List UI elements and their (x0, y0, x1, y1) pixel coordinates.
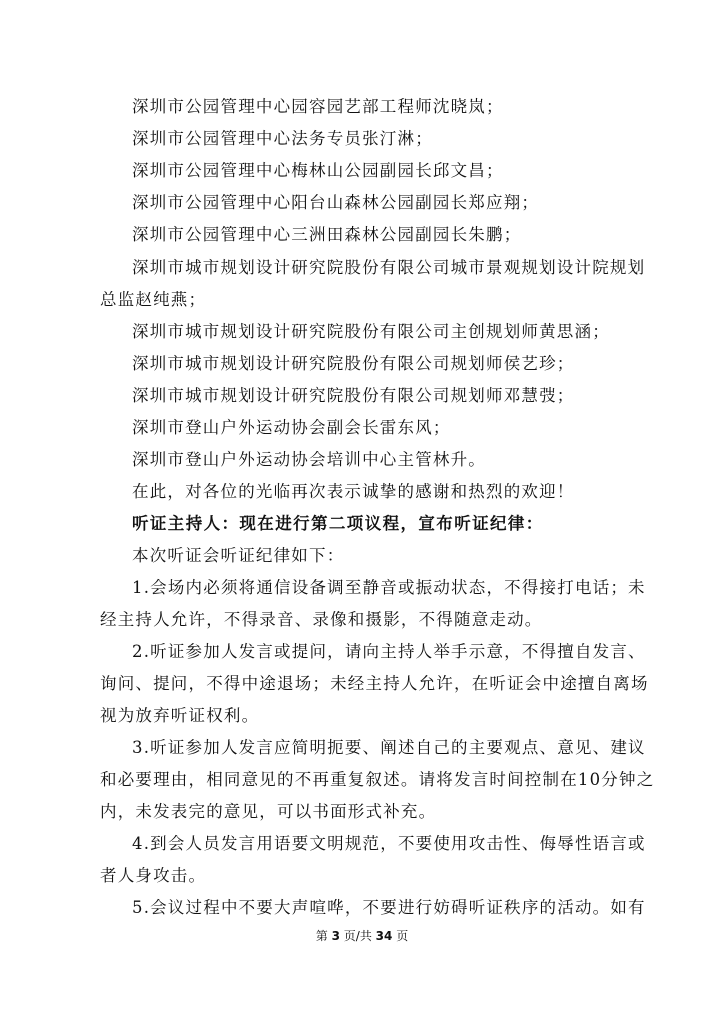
paragraph-line: 深圳市公园管理中心梅林山公园副园长邱文昌； (132, 161, 504, 180)
paragraph-line: 深圳市公园管理中心三洲田森林公园副园长朱鹏； (132, 225, 522, 244)
paragraph-line: 深圳市公园管理中心园容园艺部工程师沈晓岚； (132, 97, 504, 116)
page-footer (0, 928, 724, 944)
paragraph-line: 和必要理由，相同意见的不再重复叙述。请将发言时间控制在10分钟之 (100, 770, 655, 789)
paragraph-line: 内，未发表完的意见，可以书面形式补充。 (100, 802, 437, 821)
paragraph-line: 深圳市公园管理中心法务专员张汀淋； (132, 129, 433, 148)
paragraph-line: 者人身攻击。 (100, 866, 207, 885)
paragraph-line: 本次听证会听证纪律如下： (132, 546, 345, 565)
page-number: 3 (331, 929, 340, 943)
paragraph-line: 深圳市登山户外运动协会副会长雷东风； (132, 418, 451, 437)
paragraph-line: 深圳市城市规划设计研究院股份有限公司主创规划师黄思涵； (132, 322, 610, 341)
footer-prefix: 第 (315, 929, 332, 943)
paragraph-line: 1.会场内必须将通信设备调至静音或振动状态，不得接打电话；未 (132, 578, 646, 597)
paragraph-line: 深圳市城市规划设计研究院股份有限公司规划师侯艺珍； (132, 354, 575, 373)
paragraph-line: 3.听证参加人发言应简明扼要、阐述自己的主要观点、意见、建议 (132, 738, 646, 757)
footer-suffix: 页 (392, 929, 409, 943)
paragraph-line: 询问、提问，不得中途退场；未经主持人允许，在听证会中途擅自离场 (100, 674, 649, 693)
paragraph-line: 视为放弃听证权利。 (100, 706, 260, 725)
total-pages: 34 (375, 929, 393, 943)
footer-middle: 页/共 (339, 929, 376, 943)
paragraph-line: 深圳市公园管理中心阳台山森林公园副园长郑应翔； (132, 193, 540, 212)
paragraph-line: 总监赵纯燕； (100, 290, 207, 309)
paragraph-line: 深圳市城市规划设计研究院股份有限公司规划师邓慧弢； (132, 386, 575, 405)
section-heading: 听证主持人：现在进行第二项议程，宣布听证纪律： (132, 514, 544, 533)
paragraph-line: 5.会议过程中不要大声喧哗，不要进行妨碍听证秩序的活动。如有 (132, 898, 646, 917)
paragraph-line: 深圳市城市规划设计研究院股份有限公司城市景观规划设计院规划 (132, 258, 646, 277)
paragraph-line: 经主持人允许，不得录音、录像和摄影，不得随意走动。 (100, 610, 543, 629)
paragraph-line: 4.到会人员发言用语要文明规范，不要使用攻击性、侮辱性语言或 (132, 834, 646, 853)
paragraph-line: 2.听证参加人发言或提问，请向主持人举手示意，不得擅自发言、 (132, 642, 646, 661)
paragraph-line: 在此，对各位的光临再次表示诚挚的感谢和热烈的欢迎！ (132, 482, 575, 501)
paragraph-line: 深圳市登山户外运动协会培训中心主管林升。 (132, 450, 486, 469)
